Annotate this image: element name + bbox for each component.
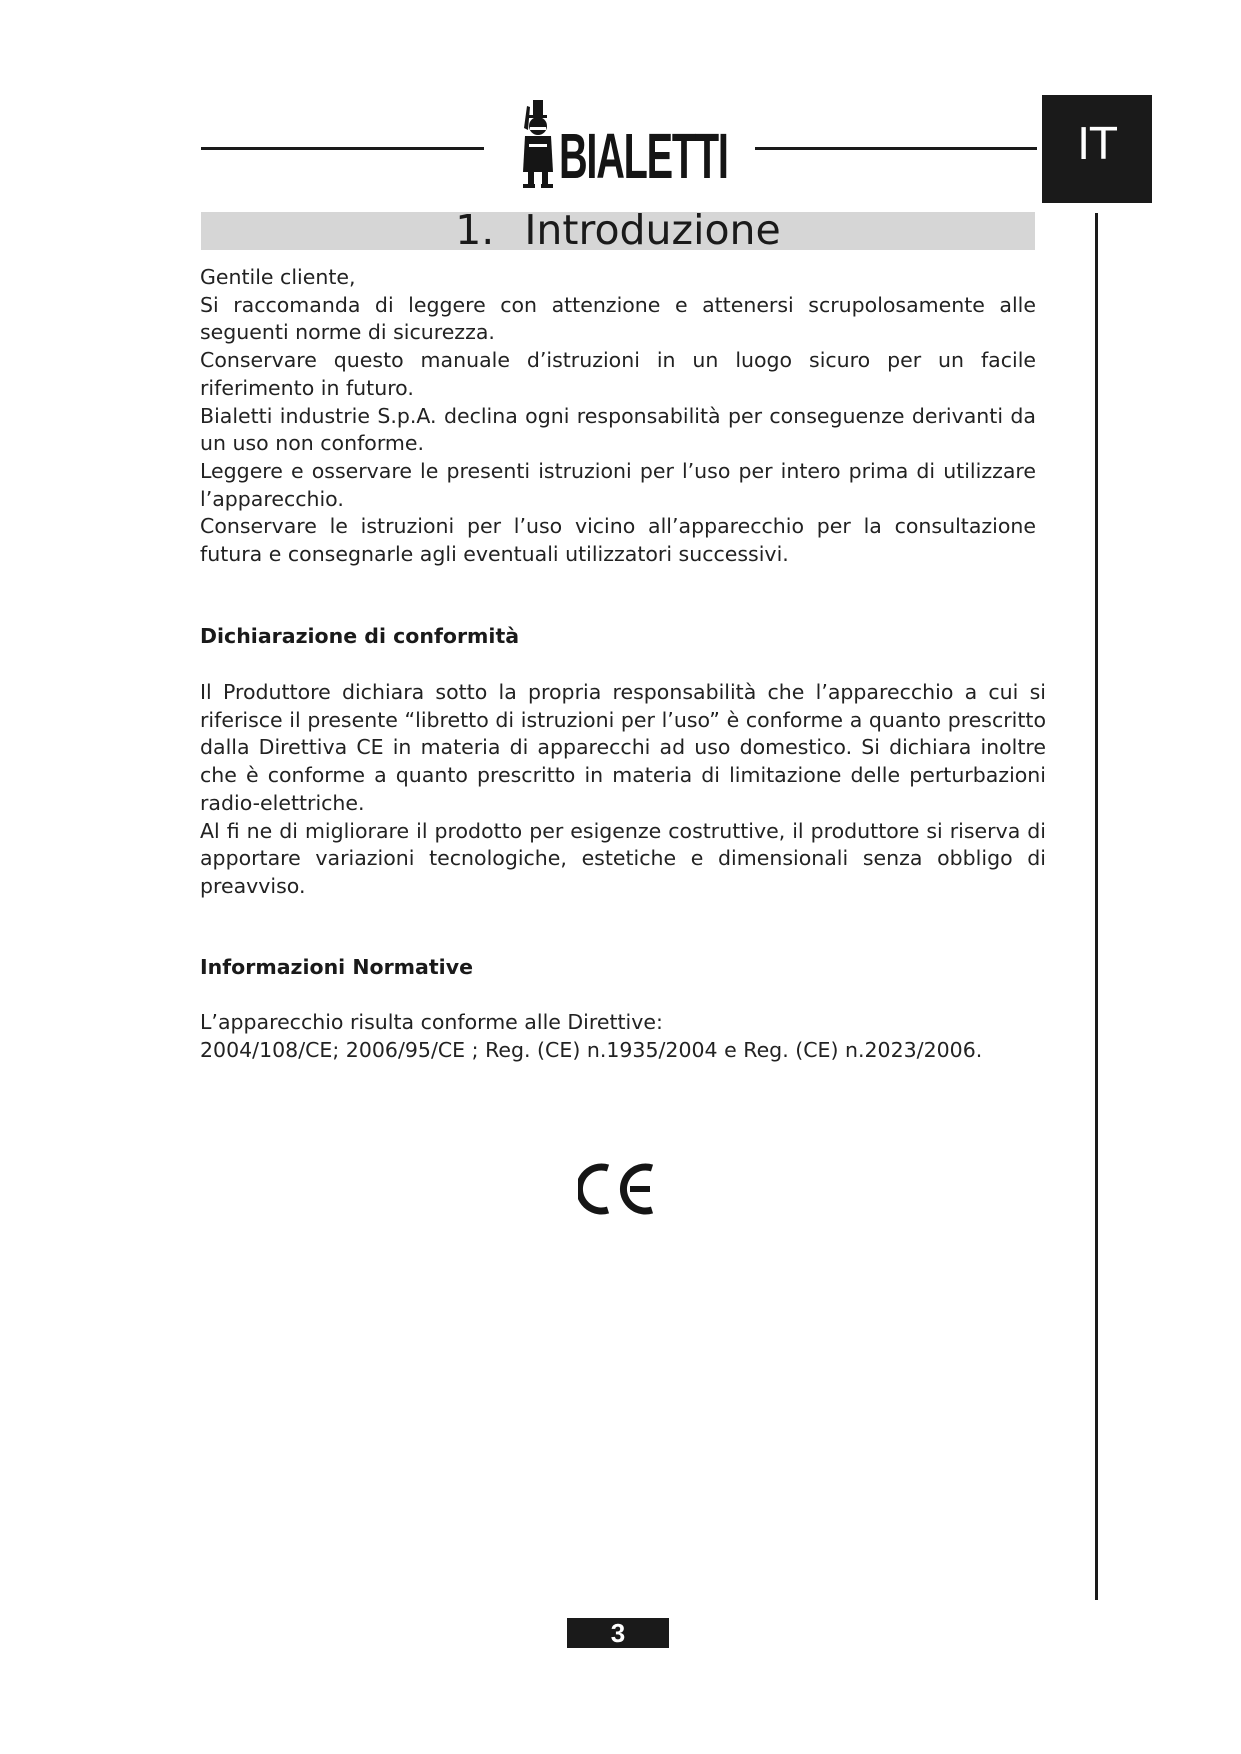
section-title xyxy=(201,205,1035,255)
intro-paragraph: Conservare questo manuale d’istruzioni in un luogo sicuro per un facile riferimento in futuro. xyxy=(200,348,1036,400)
intro-paragraph: Gentile cliente, xyxy=(200,265,356,289)
declaration-text xyxy=(200,679,1046,901)
declaration-paragraph: Al fi ne di migliorare il prodotto per esigenze costruttive, il produttore si riserva di apportare variazioni tecnologiche, estetiche e dimensionali senza obbligo di preavviso. xyxy=(200,818,1046,898)
regulatory-text xyxy=(200,1009,1046,1064)
brand-wordmark: BIALETTI xyxy=(559,120,728,192)
bialetti-logo xyxy=(519,98,728,192)
regulatory-paragraph: 2004/108/CE; 2006/95/CE ; Reg. (CE) n.1935/2004 e Reg. (CE) n.2023/2006. xyxy=(200,1037,983,1062)
intro-paragraph: Leggere e osservare le presenti istruzioni per l’uso per intero prima di utilizzare l’apparecchio. xyxy=(200,458,1036,511)
intro-paragraph: Conservare le istruzioni per l’uso vicino all’apparecchio per la consultazione futura e consegnarle agli eventuali utilizzatori successivi. xyxy=(200,514,1036,567)
regulatory-heading: Informazioni Normative xyxy=(200,955,473,979)
declaration-heading: Dichiarazione di conformità xyxy=(200,624,520,648)
side-rule xyxy=(1095,213,1098,1600)
intro-paragraph: Bialetti industrie S.p.A. declina ogni responsabilità per conseguenze derivanti da un uso non conforme. xyxy=(200,403,1036,456)
intro-paragraph: Si raccomanda di leggere con attenzione e attenersi scrupolosamente alle seguenti norme di sicurezza. xyxy=(200,292,1036,345)
section-title-text: Introduzione xyxy=(524,206,781,254)
header-rule-left xyxy=(201,147,484,150)
page-number: 3 xyxy=(567,1618,669,1648)
regulatory-paragraph: L’apparecchio risulta conforme alle Direttive: xyxy=(200,1010,663,1034)
header-rule-right xyxy=(755,147,1037,150)
section-number: 1. xyxy=(455,206,495,254)
declaration-paragraph: Il Produttore dichiara sotto la propria responsabilità che l’apparecchio a cui si riferisce il presente “libretto di istruzioni per l’uso” è conforme a quanto prescritto dalla Direttiva CE in materia di apparecchi ad uso domestico. Si dichiara inoltre che è conforme a quanto prescritto in materia di limitazione delle perturbazioni radio-elettriche. xyxy=(200,680,1046,815)
mustache-man-mascot-icon xyxy=(519,98,561,192)
intro-text xyxy=(200,264,1036,569)
ce-mark-icon xyxy=(578,1160,658,1218)
language-tab: IT xyxy=(1042,95,1152,203)
